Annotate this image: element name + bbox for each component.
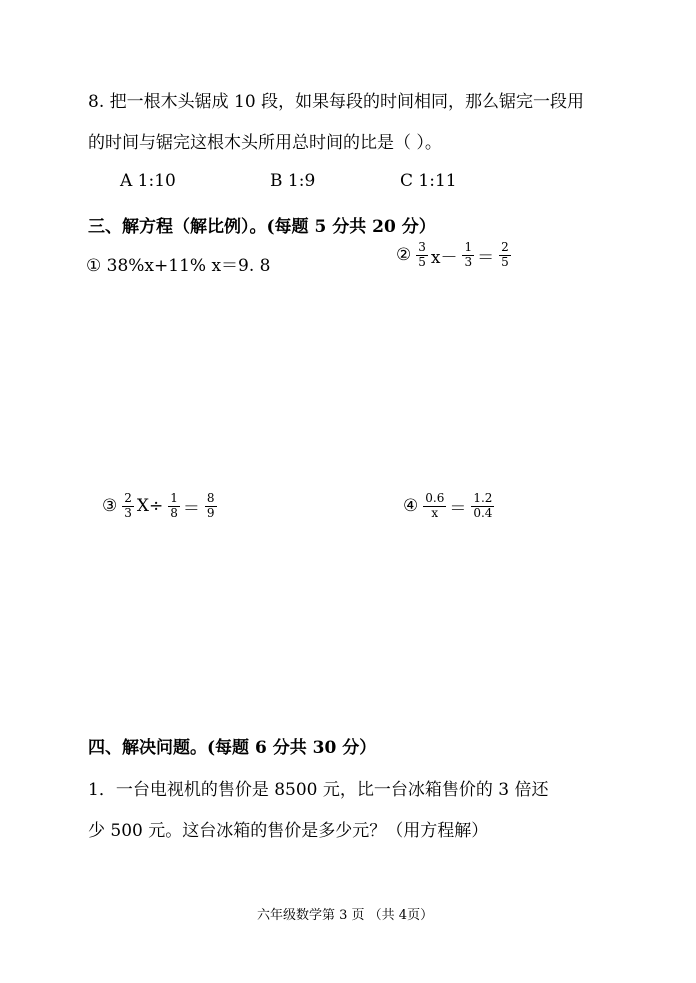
fraction-numerator: 1.2 <box>473 491 493 505</box>
equation-2-fraction-1 <box>416 241 428 270</box>
q8-option-b: B 1:9 <box>270 171 316 191</box>
equation-4-mark: ④ <box>403 496 419 517</box>
equation-3 <box>102 492 220 521</box>
section3-title: 三、解方程（解比例）。(每题 5 分共 20 分） <box>88 217 436 237</box>
equation-4 <box>403 492 497 521</box>
q8-line1: 8. 把一根木头锯成 10 段，如果每段的时间相同，那么锯完一段用 <box>88 92 585 112</box>
fraction-denominator: 9 <box>206 505 215 520</box>
fraction-numerator: 8 <box>206 491 215 505</box>
fraction-denominator: 3 <box>124 505 132 520</box>
fraction-denominator: 5 <box>418 254 426 269</box>
equation-2-equals: ＝ <box>477 247 495 268</box>
q8-line2: 的时间与锯完这根木头所用总时间的比是（ ）。 <box>88 133 442 153</box>
equation-3-mark: ③ <box>102 496 118 517</box>
equation-4-equals: ＝ <box>449 498 467 519</box>
equation-3-fraction-1 <box>122 492 134 521</box>
equation-2-fraction-3 <box>499 241 511 270</box>
fraction-denominator: 5 <box>501 254 509 269</box>
q8-option-c: C 1:11 <box>400 171 457 191</box>
page-footer: 六年级数学第 3 页 （共 4页） <box>257 908 434 923</box>
equation-2-fraction-2 <box>462 241 474 270</box>
fraction-numerator: 1 <box>464 240 473 254</box>
q8-option-a: A 1:10 <box>120 171 176 191</box>
fraction-numerator: 2 <box>124 491 132 505</box>
fraction-denominator: 8 <box>170 505 178 520</box>
fraction-numerator: 2 <box>501 240 509 254</box>
equation-3-fraction-2 <box>168 492 180 521</box>
fraction-denominator: x <box>431 505 439 520</box>
equation-4-fraction-1 <box>423 492 446 521</box>
equation-3-equals: ＝ <box>182 498 200 519</box>
fraction-numerator: 3 <box>418 240 426 254</box>
problem-1-line2: 少 500 元。这台冰箱的售价是多少元？（用方程解） <box>88 821 489 841</box>
equation-2-mid: x－ <box>430 247 458 268</box>
equation-2 <box>396 241 514 270</box>
equation-4-fraction-2 <box>471 492 494 521</box>
problem-1-line1: 1．一台电视机的售价是 8500 元，比一台冰箱售价的 3 倍还 <box>88 780 549 800</box>
equation-3-mid: X÷ <box>136 496 164 517</box>
fraction-numerator: 1 <box>170 491 178 505</box>
equation-2-mark: ② <box>396 245 412 266</box>
equation-3-fraction-3 <box>205 492 217 521</box>
fraction-numerator: 0.6 <box>425 491 445 505</box>
fraction-denominator: 0.4 <box>473 505 493 520</box>
equation-1: ① 38%x+11% x＝9. 8 <box>86 256 271 276</box>
fraction-denominator: 3 <box>464 254 473 269</box>
section4-title: 四、解决问题。(每题 6 分共 30 分） <box>88 738 377 758</box>
